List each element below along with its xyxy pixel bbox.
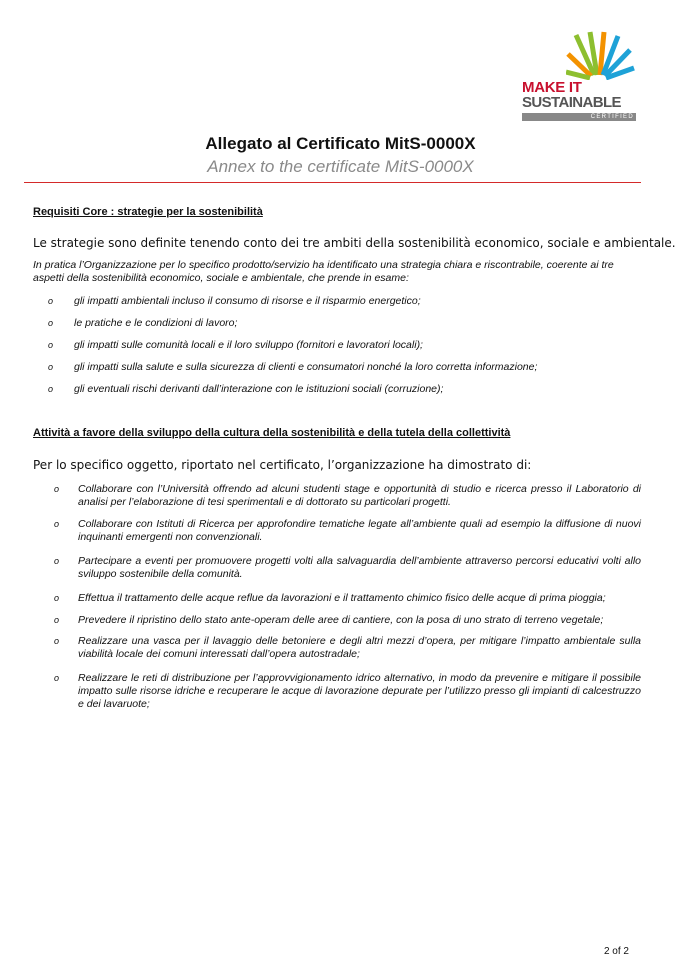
bullet-icon: o — [54, 484, 60, 494]
document-title: Allegato al Certificato MitS-0000X — [205, 134, 476, 153]
section-culture-heading: Attività a favore della sviluppo della cultura della sostenibilità e della tutela della collettività — [33, 427, 511, 439]
document-subtitle: Annex to the certificate MitS-0000X — [207, 157, 474, 176]
bullet-icon: o — [54, 519, 60, 529]
header-divider — [24, 182, 641, 183]
section-core-paragraph: In pratica l’Organizzazione per lo specifico prodotto/servizio ha identificato una strategia chiara e riscontrabile, coerente ai tre aspetti della sostenibilità economico, sociale e ambientale, che prende in esame: — [33, 259, 614, 284]
bullet-icon: o — [54, 673, 60, 683]
section-core-heading: Requisiti Core : strategie per la sostenibilità — [33, 206, 263, 218]
logo-text-sustainable: SUSTAINABLE — [522, 94, 621, 111]
section-culture-intro: Per lo specifico oggetto, riportato nel certificato, l’organizzazione ha dimostrato di: — [33, 458, 532, 472]
logo-text-make-it: MAKE IT — [522, 79, 582, 96]
section-core-intro: Le strategie sono definite tenendo conto dei tre ambiti della sostenibilità economico, sociale e ambientale. — [33, 236, 676, 250]
bullet-icon: o — [54, 615, 60, 625]
bullet-icon: o — [48, 318, 54, 328]
bullet-icon: o — [48, 296, 54, 306]
bullet-icon: o — [48, 384, 54, 394]
bullet-icon: o — [48, 362, 54, 372]
bullet-icon: o — [54, 593, 60, 603]
page-number: 2 of 2 — [603, 946, 629, 957]
bullet-icon: o — [54, 556, 60, 566]
bullet-icon: o — [48, 340, 54, 350]
bullet-icon: o — [54, 636, 60, 646]
logo-text-certified: CERTIFIED — [522, 113, 636, 121]
make-it-sustainable-logo — [516, 30, 641, 125]
sunburst-icon — [566, 30, 636, 80]
